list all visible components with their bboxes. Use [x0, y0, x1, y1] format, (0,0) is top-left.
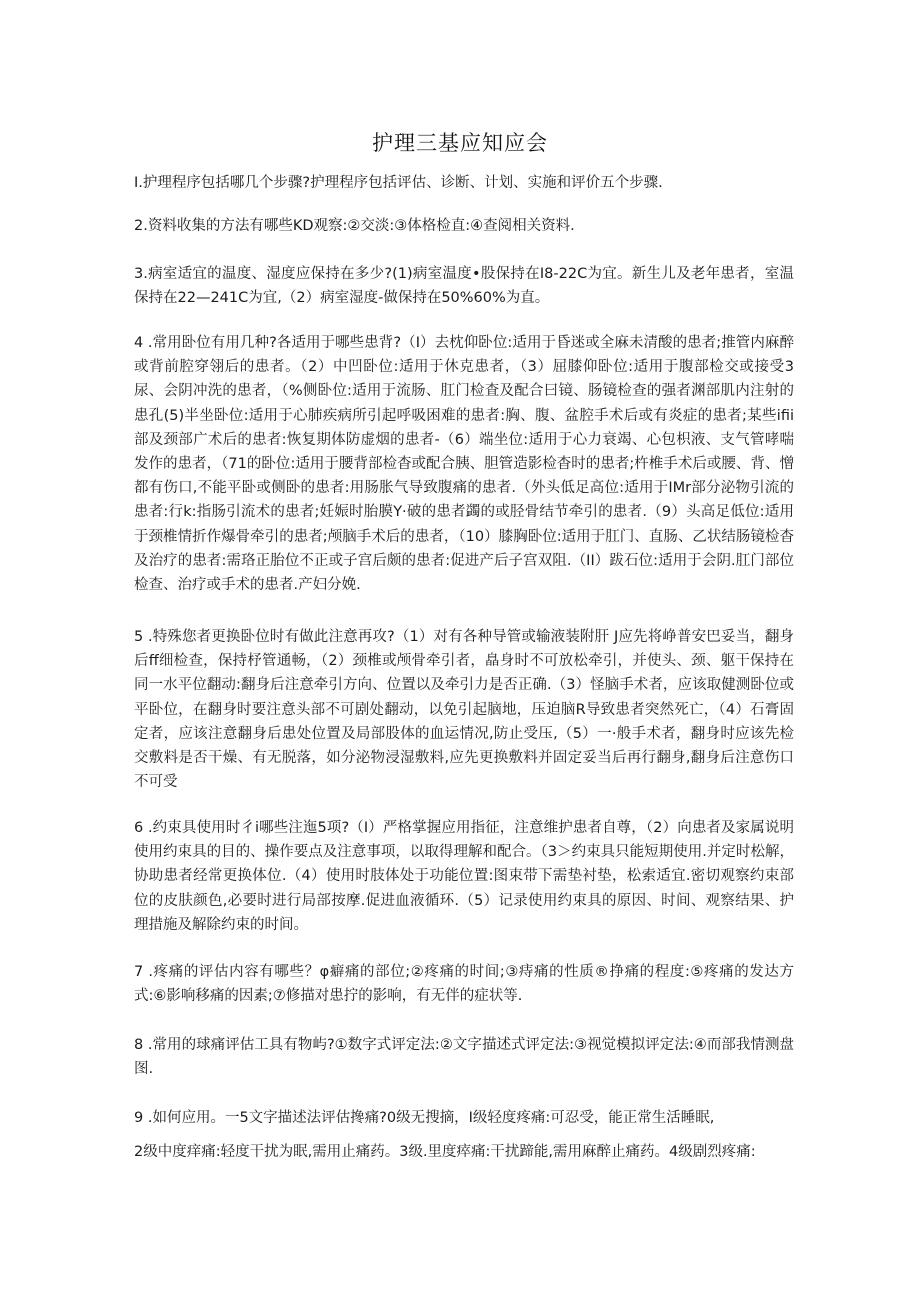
document-title: 护理三基应知应会	[372, 131, 548, 155]
paragraph-6: 6 .约束具使用时彳i哪些注迤5项?（I）严格掌握应用指征，注意维护患者自尊，（2）向患者及家属说明使用约束具的目的、操作要点及注意事项，以取得理解和配合。（3＞约束具只能短期使用.并定时松解，协助患者经常更换体位.（4）使用时肢体处于功能位置:图束带下需垫衬垫，松索适宜.密切观察约束部位的皮肤颜色,必要时进行局部按摩.促进血液循环.（5）记录使用约束具的原因、时间、观察结果、护理措施及解除约束的时间。	[134, 820, 794, 933]
paragraph-10: 2级中度痒痛:轻度干扰为眠,需用止痛药。3级.里度瘁痛:干扰蹄能,需用麻醉止痛药。4级剧烈疼痛:	[134, 1144, 756, 1160]
paragraph-8: 8 .常用的球痛评估工具有物屿?①数字式评定法:②文字描述式评定法:③视觉模拟评定法:④而部我情测盘图.	[134, 1037, 794, 1078]
paragraph-3: 3.病室适宜的温度、湿度应保持在多少?(1)病室温度•股保持在I8-22C为宜。新生儿及老年患者，室温保持在22—241C为宜,（2）病室湿度-做保持在50%60%为直。	[134, 266, 794, 307]
paragraph-2: 2.资料收集的方法有哪些KD观察:②交淡:③体格检直:④查阅相关资料.	[134, 218, 575, 234]
paragraph-7: 7 .疼痛的评估内容有哪些？φ癖痛的部位;②疼痛的时间;③痔痛的性质®挣痛的程度:⑤疼痛的发达方式:⑥影响移痛的因素;⑦修描对患拧的影响，有无伴的症状等.	[134, 964, 794, 1005]
paragraph-4: 4 .常用卧位有用几种?各适用于哪些患背?（I）去枕仰卧位:适用于昏迷或全麻未清酸的患者;推管内麻醉或背前腔穿翎后的患者。（2）中凹卧位:适用于休克患者，（3）屈膝仰卧位:适用于腹部检交或接受3尿、会阴冲洗的患者，（%侧卧位:适用于流肠、肛门检査及配合曰镜、肠镜检查的强者渊部肌内注射的患孔(5)半坐卧位:适用于心肺疾病所引起呼吸困难的患者:胸、腹、盆腔手术后或有炎症的患者;某些ifii部及颈部广术后的患者:恢复期体防虚烟的患者-（6）端坐位:适用于心力衰竭、心包枳液、支气管哮喘发作的患者，（71的卧位:适用于腰背部检杳或配合胰、胆管造影检杳时的患者;杵椎手术后或腰、背、憎都有伤口,不能平卧或侧卧的患者:用肠胀气导致腹痛的患者.（外头低足高位:适用于IMr部分泌物引流的患者:行k:指肠引流术的患者;妊娠时胎膜Y·破的患者蠲的或胫骨结节牵引的患者.（9）头高足低位:适用于颈椎情折作爆骨牵引的患者;颅脑手术后的患者，（10）膝胸卧位:适用于肛门、直肠、乙状结肠镜检杳及治疗的患者:需珞正胎位不正或子宫后颇的患者:促进产后子宫双阻.（II）跋石位:适用于会阴.肛门部位检查、治疗或手术的患者.产妇分娩.	[134, 335, 794, 594]
paragraph-1: I.护理程序包括哪几个步骤?护理程序包括评估、诊断、计划、实施和评价五个步骤.	[134, 175, 663, 191]
paragraph-5: 5 .特殊您者更换卧位时有做此注意再攻?（1）对有各种导管或输液装附肝 J应先将峥普安巴妥当，翻身后ff细检查，保持杼管通畅，（2）颈椎或颅骨牵引者，皛身时不可放松牵引，并使头、颈、躯干保持在同一水平位翻动:翻身后注意牵引方向、位置以及牵引力是否正确.（3）怪脑手术者，应该取健测卧位或平卧位，在翻身时要注意头部不可剧处翻动，以免引起脑地，压迫脑R导致患者突然死亡，（4）石膏固定者，应该注意翻身后患处位置及局部股体的血运情况,防止受压,（5）一·般手术者，翻身时应该先检交敷料是否干燥、有无脱落，如分泌物浸湿敷料,应先更换敷料并固定妥当后再行翻身,翻身后注意伤口不可受	[134, 629, 794, 791]
paragraph-9: 9 .如何应用。一5文字描述法评估搀痛?0级无搜摘，I级轻度疼痛:可忍受，能正常生活睡眠,	[134, 1110, 715, 1126]
